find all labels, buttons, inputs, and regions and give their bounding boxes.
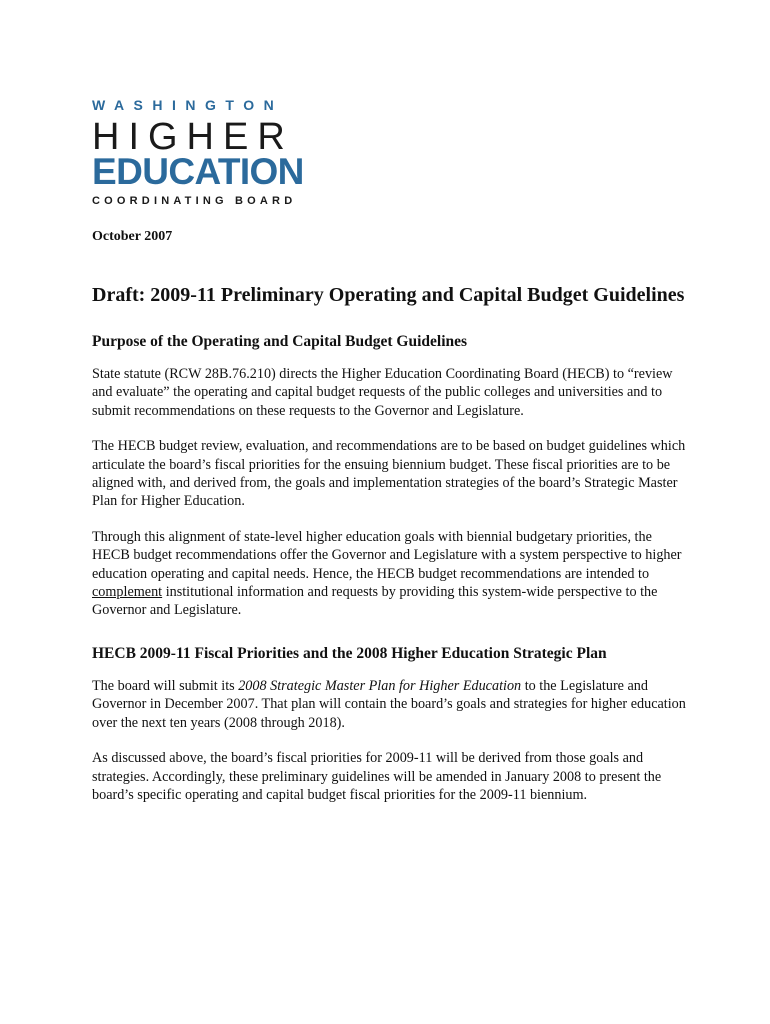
- section-heading-purpose: Purpose of the Operating and Capital Budget Guidelines: [92, 333, 468, 350]
- logo-washington: WASHINGTON: [92, 97, 284, 113]
- paragraph-alignment-text-1: Through this alignment of state-level higher education goals with biennial budgetary priorities, the HECB budget recommendations offer the Governor and Legislature with a system perspective to higher education operating and capital needs. Hence, the HECB budget recommendations are intended to: [92, 528, 682, 582]
- master-plan-title: 2008 Strategic Master Plan for Higher Education: [238, 677, 522, 694]
- logo-education: EDUCATION: [92, 151, 304, 192]
- paragraph-review: The HECB budget review, evaluation, and recommendations are to be based on budget guidelines which articulate the board’s fiscal priorities for the ensuing biennium budget. These fiscal priorities are to be aligned with, and derived from, the goals and implementation strategies of the board’s Strategic Master Plan for Higher Education.: [92, 438, 686, 510]
- paragraph-master-plan: [92, 677, 692, 732]
- underlined-complement: complement: [92, 584, 163, 601]
- document-body: [92, 228, 692, 804]
- section-heading-fiscal-priorities: HECB 2009-11 Fiscal Priorities and the 2008 Higher Education Strategic Plan: [92, 644, 607, 662]
- paragraph-alignment: [92, 528, 692, 620]
- paragraph-statute: State statute (RCW 28B.76.210) directs the Higher Education Coordinating Board (HECB) to “review and evaluate” the operating and capital budget requests of the public colleges and universities and to submit recommendations on these requests to the Governor and Legislature.: [92, 366, 673, 419]
- document-title: Draft: 2009-11 Preliminary Operating and Capital Budget Guidelines: [92, 284, 685, 306]
- logo-coordinating-board: COORDINATING BOARD: [92, 195, 297, 207]
- paragraph-master-plan-text-1: The board will submit its: [92, 677, 239, 694]
- paragraph-master-plan-text-2: to the Legislature and Governor in December 2007. That plan will contain the board’s goals and strategies for higher education over the next ten years (2008 through 2018).: [92, 677, 686, 731]
- hecb-logo: [92, 97, 324, 208]
- document-date: October 2007: [92, 229, 173, 244]
- paragraph-alignment-text-2: institutional information and requests by providing this system-wide perspective to the Governor and Legislature.: [92, 584, 658, 619]
- paragraph-amendment: As discussed above, the board’s fiscal priorities for 2009-11 will be derived from those goals and strategies. Accordingly, these preliminary guidelines will be amended in January 2008 to present the board’s specific operating and capital budget fiscal priorities for the 2009-11 biennium.: [92, 750, 662, 803]
- logo-higher: HIGHER: [92, 116, 294, 158]
